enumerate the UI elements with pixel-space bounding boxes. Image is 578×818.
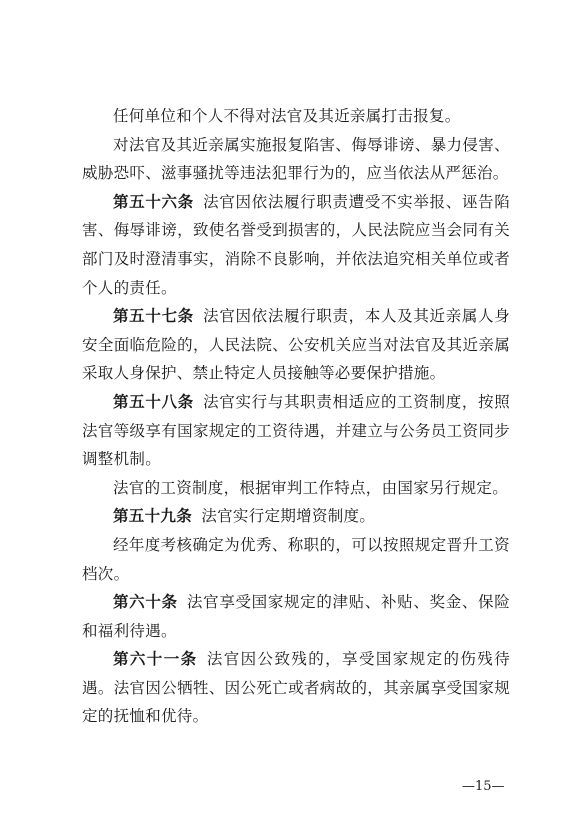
- document-body: [82, 102, 510, 731]
- paragraph: [82, 645, 510, 731]
- paragraph-text: 任何单位和个人不得对法官及其近亲属打击报复。: [113, 107, 461, 125]
- paragraph: [82, 588, 510, 645]
- paragraph-text: 法官因依法履行职责，本人及其近亲属人身安全面临危险的，人民法院、公安机关应当对法官及其近亲属采取人身保护、禁止特定人员接触等必要保护措施。: [82, 307, 510, 383]
- article-number: 第五十九条: [113, 507, 193, 526]
- paragraph-text: 法官因依法履行职责遭受不实举报、诬告陷害、侮辱诽谤，致使名誉受到损害的，人民法院应当会同有关部门及时澄清事实，消除不良影响，并依法追究相关单位或者个人的责任。: [82, 192, 510, 297]
- paragraph: [82, 474, 510, 503]
- article-number: 第六十条: [113, 593, 178, 612]
- paragraph: [82, 102, 510, 131]
- paragraph-text: 对法官及其近亲属实施报复陷害、侮辱诽谤、暴力侵害、威胁恐吓、滋事骚扰等违法犯罪行为的，应当依法从严惩治。: [82, 135, 510, 183]
- article-number: 第六十一条: [113, 650, 198, 669]
- paragraph: [82, 188, 510, 302]
- paragraph-text: 经年度考核确定为优秀、称职的，可以按照规定晋升工资档次。: [82, 535, 510, 583]
- paragraph-text: 法官实行定期增资制度。: [201, 507, 376, 526]
- paragraph: [82, 502, 510, 531]
- paragraph-text: 法官的工资制度，根据审判工作特点，由国家另行规定。: [113, 478, 509, 497]
- paragraph: [82, 531, 510, 588]
- article-number: 第五十八条: [113, 392, 194, 411]
- paragraph: [82, 302, 510, 388]
- paragraph-text: 法官实行与其职责相适应的工资制度，按照法官等级享有国家规定的工资待遇，并建立与公务员工资同步调整机制。: [82, 392, 510, 469]
- article-number: 第五十六条: [113, 192, 194, 211]
- paragraph-text: 法官享受国家规定的津贴、补贴、奖金、保险和福利待遇。: [82, 593, 510, 640]
- paragraph: [82, 388, 510, 474]
- paragraph: [82, 131, 510, 188]
- paragraph-text: 法官因公致残的，享受国家规定的伤残待遇。法官因公牺牲、因公死亡或者病故的，其亲属享受国家规定的抚恤和优待。: [82, 650, 510, 726]
- article-number: 第五十七条: [113, 307, 194, 326]
- page-number: —15—: [462, 779, 505, 794]
